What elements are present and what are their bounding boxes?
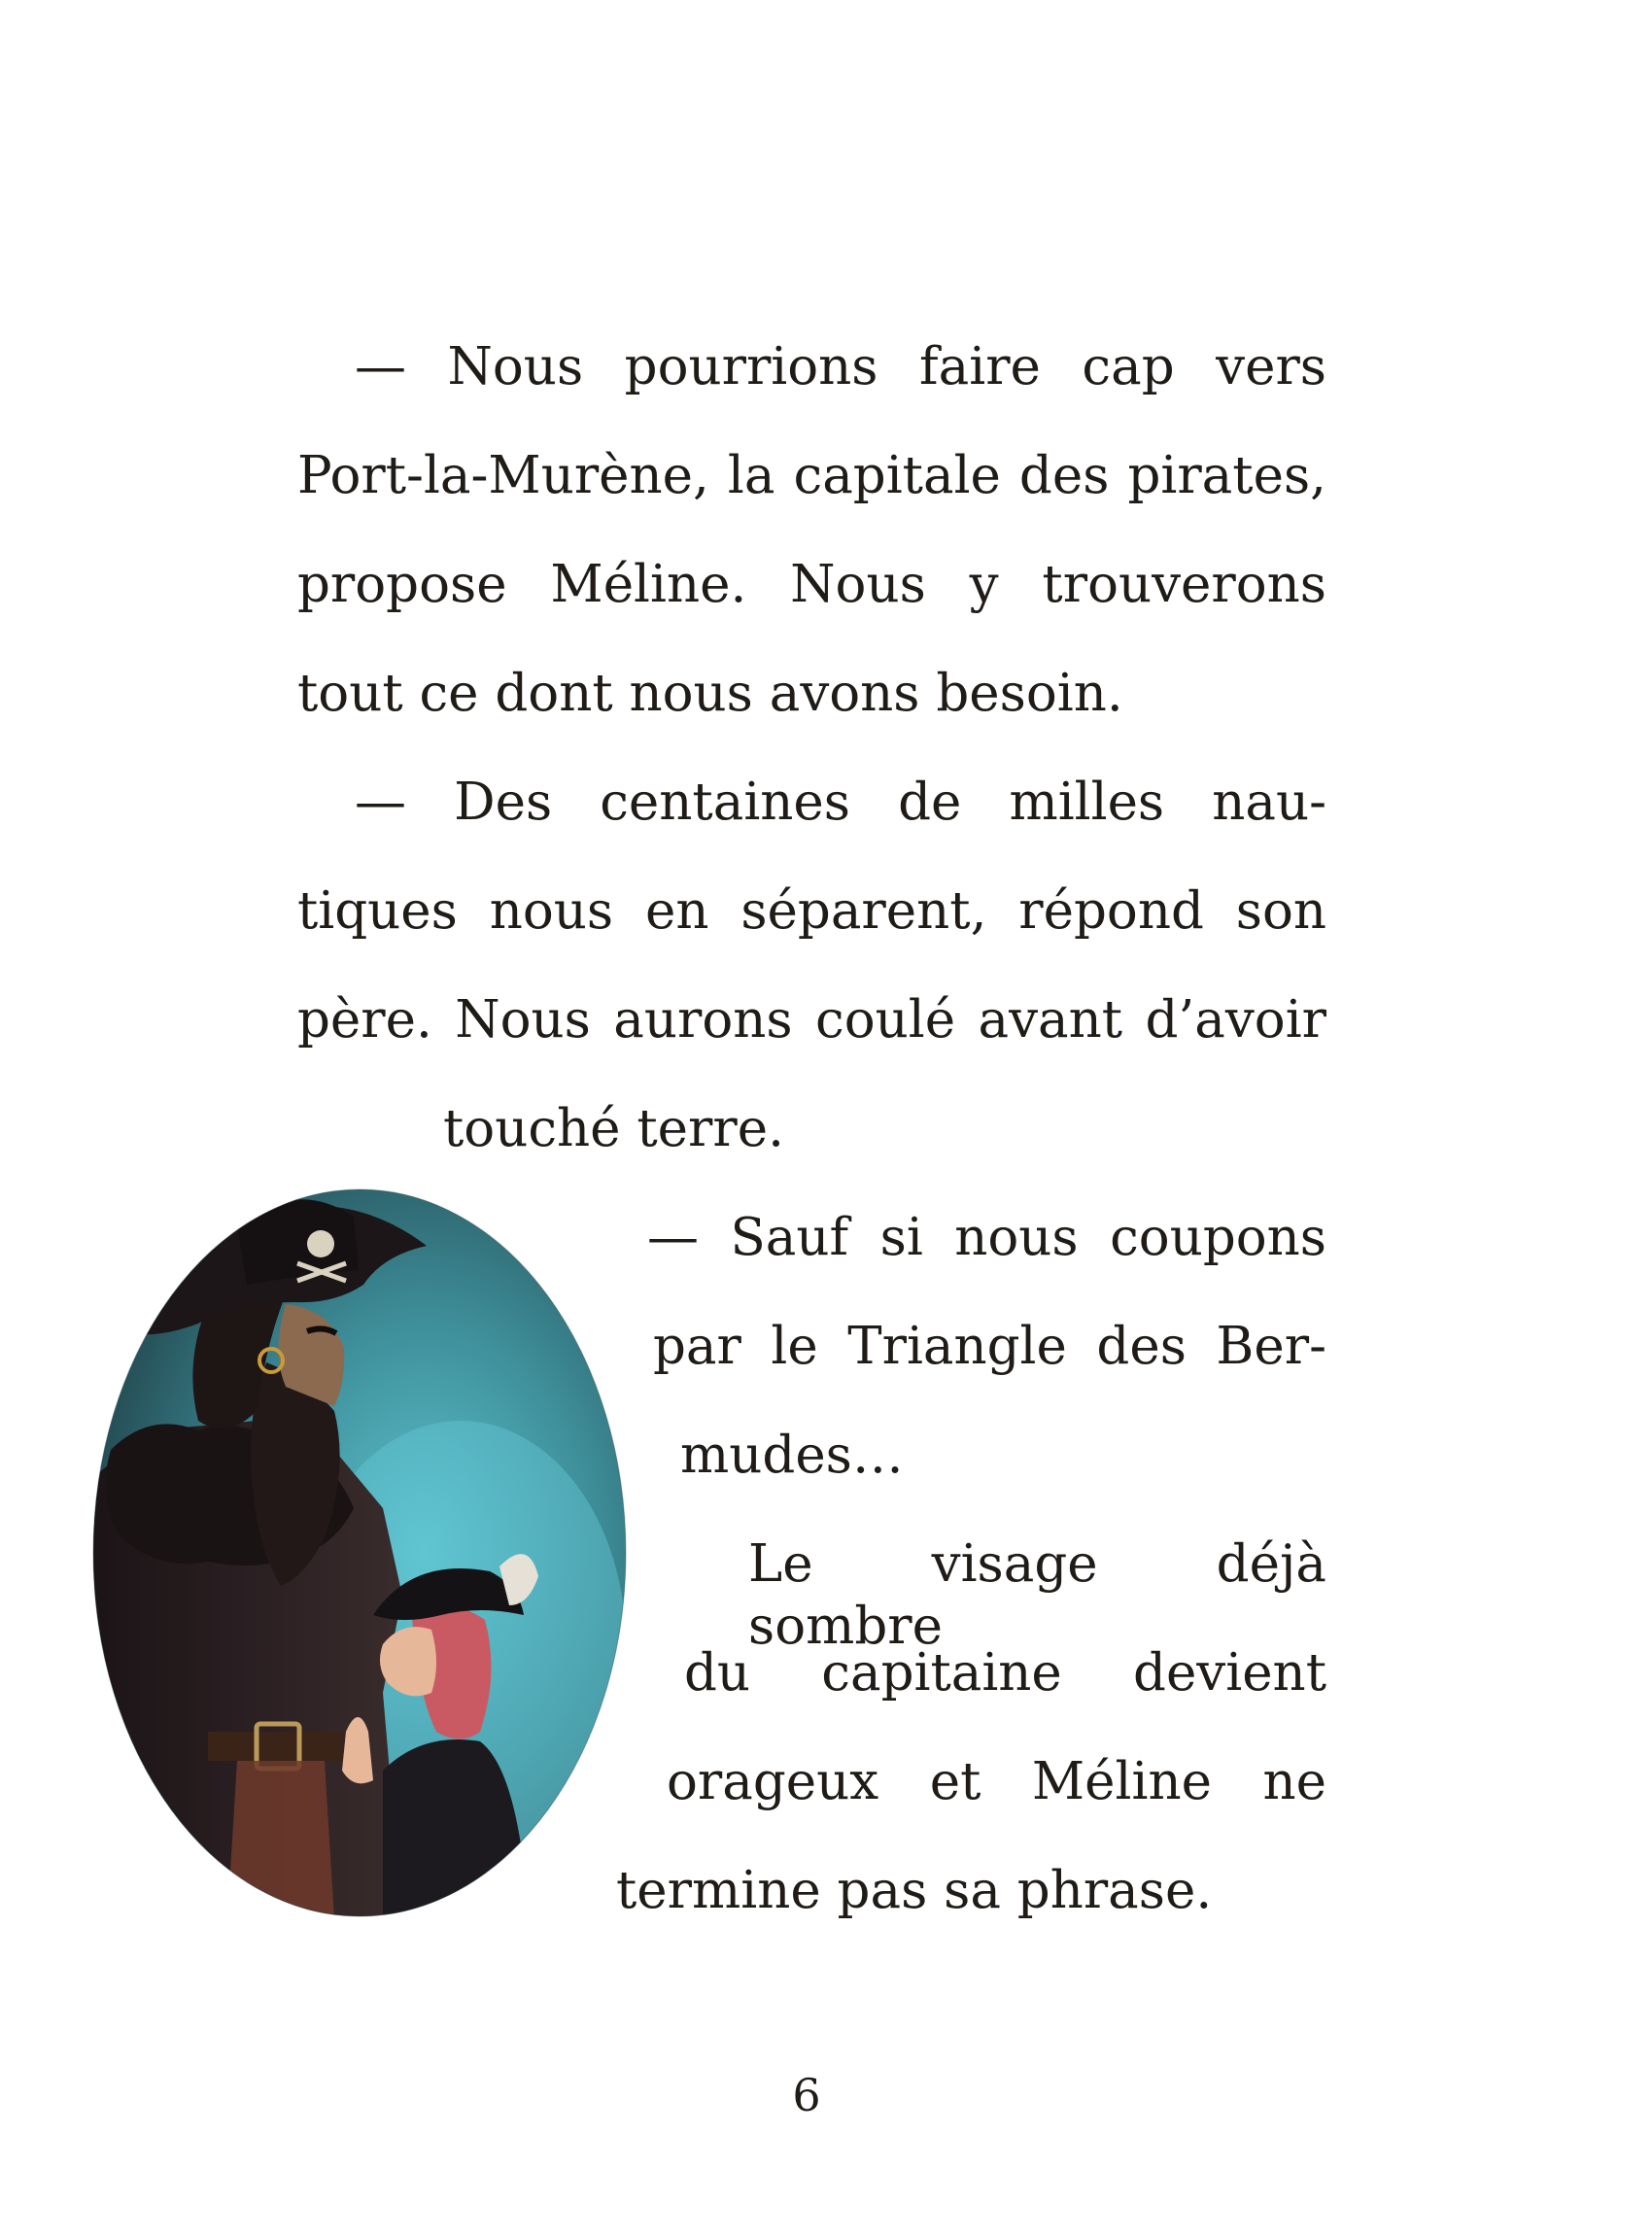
- text-line: touché terre.: [443, 1099, 784, 1158]
- text-line: par le Triangle des Ber-: [653, 1317, 1326, 1376]
- text-line: du capitaine devient: [684, 1643, 1326, 1703]
- text-line: Port-la-Murène, la capitale des pirates,: [297, 446, 1326, 505]
- text-line: tout ce dont nous avons besoin.: [297, 664, 1123, 723]
- text-line: orageux et Méline ne: [667, 1752, 1326, 1811]
- page-number: 6: [792, 2069, 821, 2121]
- text-line: — Des centaines de milles nau-: [355, 773, 1326, 832]
- text-line: tiques nous en séparent, répond son: [297, 881, 1326, 941]
- text-line: — Sauf si nous coupons: [647, 1208, 1326, 1267]
- text-line: père. Nous aurons coulé avant d’avoir: [297, 990, 1326, 1050]
- text-line: Le visage déjà sombre: [748, 1534, 1326, 1656]
- pirate-illustration: [91, 1187, 628, 1918]
- text-line: propose Méline. Nous y trouverons: [297, 555, 1326, 614]
- text-line: mudes…: [680, 1426, 904, 1485]
- text-line: — Nous pourrions faire cap vers: [355, 337, 1326, 396]
- text-line: termine pas sa phrase.: [616, 1861, 1213, 1920]
